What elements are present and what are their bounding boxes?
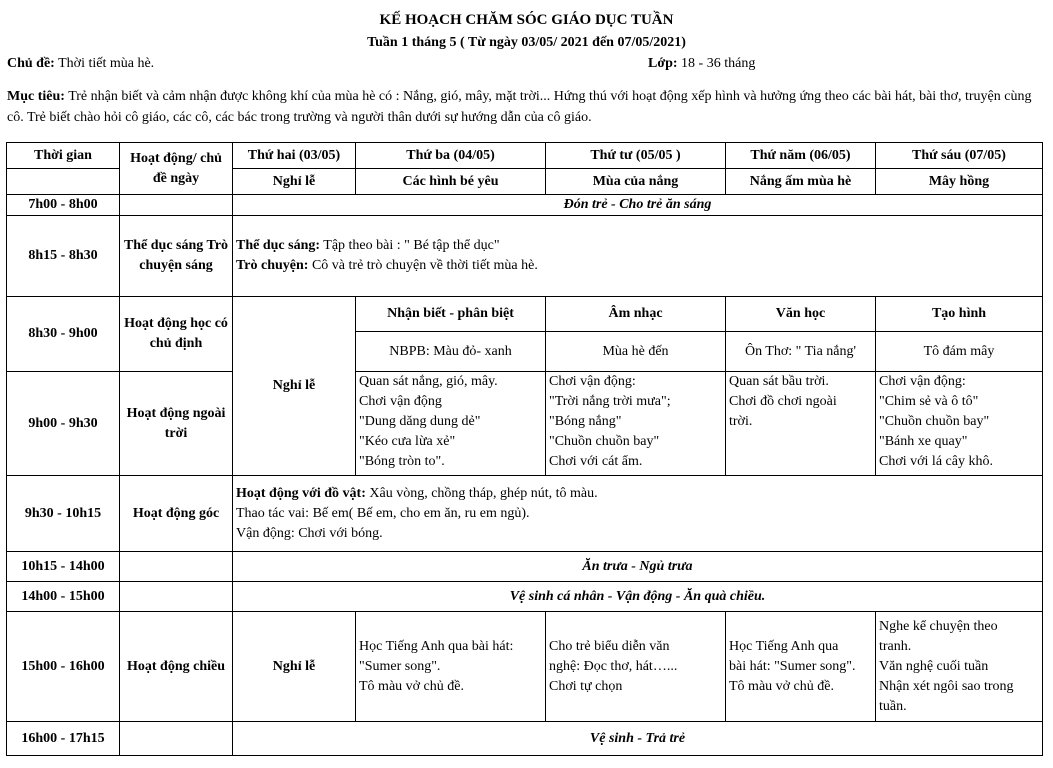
exercise-label: Thể dục sáng: bbox=[236, 238, 321, 253]
time-cell: 9h00 - 9h30 bbox=[7, 372, 120, 476]
subject-wed: Âm nhạc bbox=[546, 297, 726, 332]
list-item: Chơi với cát ẩm. bbox=[549, 454, 643, 469]
class-value: 18 - 36 tháng bbox=[681, 56, 756, 71]
day-fri: Thứ sáu (07/05) bbox=[876, 143, 1043, 169]
day-thu: Thứ năm (06/05) bbox=[726, 143, 876, 169]
talk-label: Trò chuyện: bbox=[236, 258, 309, 273]
list-item: Tô màu vở chủ đề. bbox=[359, 678, 464, 694]
class-line bbox=[648, 56, 755, 72]
theme-mon: Nghỉ lễ bbox=[233, 169, 356, 195]
holiday-cell: Nghỉ lễ bbox=[233, 297, 356, 476]
outdoor-thu bbox=[726, 372, 876, 476]
activity-cell: Hoạt động chiều bbox=[120, 612, 233, 722]
theme-fri: Mây hồng bbox=[876, 169, 1043, 195]
class-label: Lớp: bbox=[648, 56, 678, 71]
theme-thu: Nắng ấm mùa hè bbox=[726, 169, 876, 195]
list-item: nghệ: Đọc thơ, hát…... bbox=[549, 658, 678, 674]
goal-label: Mục tiêu: bbox=[7, 89, 65, 104]
time-cell: 8h30 - 9h00 bbox=[7, 297, 120, 372]
list-item: "Bánh xe quay" bbox=[879, 434, 968, 449]
list-item: trời. bbox=[729, 414, 753, 429]
holiday-cell: Nghỉ lễ bbox=[233, 612, 356, 722]
list-item: Cho trẻ biểu diễn văn bbox=[549, 638, 670, 654]
time-cell: 16h00 - 17h15 bbox=[7, 722, 120, 756]
exercise-text: Tập theo bài : " Bé tập thể dục" bbox=[323, 238, 500, 253]
activity-cell-blank bbox=[120, 722, 233, 756]
list-item: "Dung dăng dung dẻ" bbox=[359, 414, 481, 429]
lesson-wed: Mùa hè đến bbox=[546, 332, 726, 372]
talk-text: Cô và trẻ trò chuyện về thời tiết mùa hè. bbox=[311, 258, 538, 273]
list-item: Tô màu vở chủ đề. bbox=[729, 678, 834, 694]
activity-cell: Hoạt động góc bbox=[120, 476, 233, 552]
list-item: Chơi vận động bbox=[359, 394, 442, 409]
topic-value: Thời tiết mùa hè. bbox=[58, 56, 155, 71]
time-cell: 10h15 - 14h00 bbox=[7, 552, 120, 582]
page-title: KẾ HOẠCH CHĂM SÓC GIÁO DỤC TUẦN bbox=[379, 12, 674, 28]
page-subtitle: Tuần 1 tháng 5 ( Từ ngày 03/05/ 2021 đến 07/05/2021) bbox=[367, 35, 686, 50]
theme-tue: Các hình bé yêu bbox=[356, 169, 546, 195]
outdoor-wed bbox=[546, 372, 726, 476]
corner-activity-cell bbox=[233, 476, 1043, 552]
list-item: Học Tiếng Anh qua bài hát: bbox=[359, 638, 514, 654]
list-item: Quan sát bầu trời. bbox=[729, 374, 829, 389]
morning-reception: Đón trẻ - Cho trẻ ăn sáng bbox=[233, 195, 1043, 216]
list-item: Học Tiếng Anh qua bbox=[729, 638, 839, 654]
afternoon-wed bbox=[546, 612, 726, 722]
list-item: tranh. bbox=[879, 638, 912, 654]
list-item: "Kéo cưa lừa xẻ" bbox=[359, 434, 456, 449]
afternoon-tue bbox=[356, 612, 546, 722]
activity-cell-blank bbox=[120, 195, 233, 216]
pickup: Vệ sinh - Trả trẻ bbox=[233, 722, 1043, 756]
goal-text: Trẻ nhận biết và cảm nhận được không khí của mùa hè có : Nắng, gió, mây, mặt trời... Hứng thú với hoạt động xếp hình và hưởng ứng theo các bài hát, bài thơ, truyện cùng cô. Trẻ biết chào hỏi cô giáo, các cô, các bác trong trường và người thân dưới sự hướng dẫn của cô giáo. bbox=[7, 89, 1032, 125]
subject-thu: Văn học bbox=[726, 297, 876, 332]
movement-text: Vận động: Chơi với bóng. bbox=[236, 525, 383, 541]
activity-cell-blank bbox=[120, 582, 233, 612]
time-cell: 8h15 - 8h30 bbox=[7, 216, 120, 297]
afternoon-thu bbox=[726, 612, 876, 722]
header-time: Thời gian bbox=[7, 143, 120, 169]
list-item: Nghe kể chuyện theo bbox=[879, 618, 998, 634]
day-wed: Thứ tư (05/05 ) bbox=[546, 143, 726, 169]
list-item: Chơi vận động: bbox=[879, 374, 966, 389]
header-time-blank bbox=[7, 169, 120, 195]
time-cell: 15h00 - 16h00 bbox=[7, 612, 120, 722]
topic-line bbox=[7, 56, 154, 72]
list-item: Chơi vận động: bbox=[549, 374, 636, 389]
activity-cell: Thể dục sáng Trò chuyện sáng bbox=[120, 216, 233, 297]
outdoor-fri bbox=[876, 372, 1043, 476]
list-item: Văn nghệ cuối tuần bbox=[879, 658, 989, 674]
header-activity: Hoạt động/ chủ đề ngày bbox=[120, 143, 233, 195]
list-item: bài hát: "Sumer song". bbox=[729, 658, 856, 674]
outdoor-tue bbox=[356, 372, 546, 476]
afternoon-snack: Vệ sinh cá nhân - Vận động - Ăn quà chiều. bbox=[233, 582, 1043, 612]
activity-cell: Hoạt động ngoài trời bbox=[120, 372, 233, 476]
lunch-nap: Ăn trưa - Ngủ trưa bbox=[233, 552, 1043, 582]
topic-label: Chủ đề: bbox=[7, 56, 55, 71]
list-item: tuần. bbox=[879, 698, 907, 714]
list-item: "Chuồn chuồn bay" bbox=[549, 434, 660, 449]
time-cell: 14h00 - 15h00 bbox=[7, 582, 120, 612]
day-tue: Thứ ba (04/05) bbox=[356, 143, 546, 169]
weekly-plan-table bbox=[6, 142, 1043, 756]
lesson-fri: Tô đám mây bbox=[876, 332, 1043, 372]
list-item: "Bóng tròn to". bbox=[359, 454, 445, 469]
subject-tue: Nhận biết - phân biệt bbox=[356, 297, 546, 332]
objects-text: Xâu vòng, chồng tháp, ghép nút, tô màu. bbox=[369, 485, 598, 501]
list-item: "Chuồn chuồn bay" bbox=[879, 414, 990, 429]
day-mon: Thứ hai (03/05) bbox=[233, 143, 356, 169]
objects-label: Hoạt động với đồ vật: bbox=[236, 485, 366, 501]
list-item: "Chim sẻ và ô tô" bbox=[879, 394, 979, 409]
time-cell: 9h30 - 10h15 bbox=[7, 476, 120, 552]
activity-cell: Hoạt động học có chủ định bbox=[120, 297, 233, 372]
list-item: Nhận xét ngôi sao trong bbox=[879, 678, 1014, 694]
list-item: "Sumer song". bbox=[359, 658, 441, 674]
roleplay-text: Thao tác vai: Bế em( Bế em, cho em ăn, ru em ngủ). bbox=[236, 505, 530, 521]
activity-cell-blank bbox=[120, 552, 233, 582]
list-item: "Trời nắng trời mưa"; bbox=[549, 394, 671, 409]
theme-wed: Mùa của nắng bbox=[546, 169, 726, 195]
list-item: Chơi tự chọn bbox=[549, 678, 623, 694]
list-item: Chơi với lá cây khô. bbox=[879, 454, 993, 469]
lesson-tue: NBPB: Màu đỏ- xanh bbox=[356, 332, 546, 372]
time-cell: 7h00 - 8h00 bbox=[7, 195, 120, 216]
list-item: Quan sát nắng, gió, mây. bbox=[359, 374, 498, 389]
lesson-thu: Ôn Thơ: " Tia nắng' bbox=[726, 332, 876, 372]
goal-paragraph bbox=[7, 86, 1032, 128]
list-item: Chơi đồ chơi ngoài bbox=[729, 394, 837, 409]
subject-fri: Tạo hình bbox=[876, 297, 1043, 332]
morning-exercise-cell bbox=[233, 216, 1043, 297]
afternoon-fri bbox=[876, 612, 1043, 722]
list-item: "Bóng nắng" bbox=[549, 414, 622, 429]
